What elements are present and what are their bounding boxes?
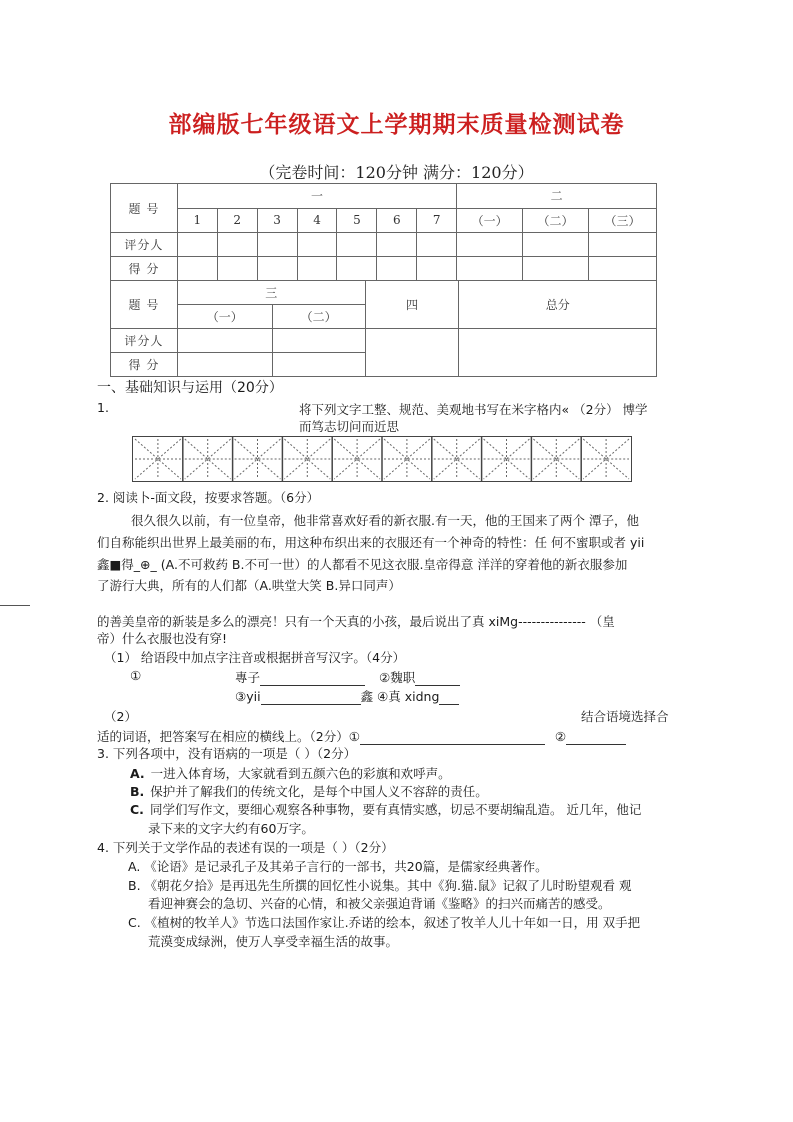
- col-header: （一）: [457, 208, 523, 233]
- score-cell[interactable]: [337, 233, 377, 257]
- score-cell[interactable]: [457, 257, 523, 281]
- option-b-cont: 看迎神赛会的急切、兴奋的心情，和被父亲强迫背诵《鉴略》的扫兴而痛苦的感受。: [148, 896, 611, 911]
- score-cell[interactable]: [177, 353, 272, 377]
- mizi-cell[interactable]: [332, 437, 380, 481]
- fill-item-2: [235, 687, 459, 705]
- score-cell[interactable]: [272, 353, 365, 377]
- score-cell[interactable]: [365, 329, 459, 377]
- score-cell[interactable]: [589, 233, 657, 257]
- fill-item-label: ③yii: [235, 689, 261, 704]
- col-header: （一）: [177, 305, 272, 329]
- score-cell[interactable]: [257, 257, 297, 281]
- option-a: [130, 764, 451, 782]
- mizi-cell[interactable]: [183, 437, 231, 481]
- score-cell[interactable]: [417, 257, 457, 281]
- row-label-defen: 得 分: [111, 353, 178, 377]
- option-b: [130, 782, 488, 800]
- mizi-cell[interactable]: [581, 437, 629, 481]
- score-cell[interactable]: [297, 233, 337, 257]
- option-text: 同学们写作文，要细心观察各种事物，要有真情实感，切忌不要胡编乱造。 近几年，他记: [149, 802, 642, 817]
- answer-blank[interactable]: [415, 670, 460, 686]
- section-heading: 一、基础知识与运用（20分）: [97, 380, 283, 396]
- answer-blank[interactable]: [260, 670, 365, 686]
- sub-question-2-prompt: 适的词语，把答案写在相应的横线上。（2分）①: [97, 729, 360, 744]
- passage-line: 了游行大典，所有的人们都（A.哄堂大笑 B.异口同声）: [97, 578, 401, 593]
- score-cell[interactable]: [417, 233, 457, 257]
- sub-question-2-number: （2）: [104, 709, 137, 724]
- mizi-cell[interactable]: [282, 437, 330, 481]
- col-header: 7: [417, 208, 457, 233]
- col-header: （二）: [523, 208, 589, 233]
- answer-blank[interactable]: [261, 689, 361, 705]
- circle-mark: ①: [130, 668, 142, 683]
- option-label: C.: [130, 802, 144, 817]
- answer-blank[interactable]: [566, 729, 626, 745]
- fill-item-label: 鑫 ④真 xidng: [360, 689, 440, 704]
- q4-heading: 4. 下列关于文学作品的表述有误的一项是（ ）（2分）: [97, 840, 394, 855]
- question-number: 1.: [97, 400, 109, 415]
- col-header: 4: [297, 208, 337, 233]
- option-text: 保护并了解我们的传统文化，是每个中国人义不容辞的责任。: [150, 784, 488, 799]
- group-header-four: 四: [365, 281, 459, 329]
- option-c: [130, 800, 641, 818]
- score-cell[interactable]: [523, 257, 589, 281]
- total-header: 总分: [459, 281, 657, 329]
- score-cell[interactable]: [337, 257, 377, 281]
- option-text: 一进入体育场，大家就看到五颜六色的彩旗和欢呼声。: [150, 766, 451, 781]
- col-header: 6: [377, 208, 417, 233]
- fill-item-label: ②魏职: [379, 670, 416, 685]
- score-cell[interactable]: [272, 329, 365, 353]
- row-label-tihao: 题 号: [111, 281, 178, 329]
- circle-mark: ②: [554, 729, 567, 744]
- mizi-cell[interactable]: [531, 437, 579, 481]
- passage-line: 帝）什么衣服也没有穿!: [97, 631, 228, 646]
- passage-line: 们自称能织出世界上最美丽的布，用这种布织出来的衣服还有一个神奇的特性：任 何不蜜职或者 yii: [97, 535, 645, 550]
- row-label-pingfen: 评分人: [111, 329, 178, 353]
- q1-instruction-cont: 而笃志切问而近思: [299, 419, 400, 434]
- answer-blank[interactable]: [439, 689, 459, 705]
- score-cell[interactable]: [257, 233, 297, 257]
- col-header: 5: [337, 208, 377, 233]
- score-cell[interactable]: [217, 233, 257, 257]
- exam-info: （完卷时间：120分钟 满分：120分）: [259, 163, 534, 182]
- option-label: A.: [130, 766, 145, 781]
- mizi-cell[interactable]: [382, 437, 430, 481]
- group-header-one: 一: [177, 184, 456, 209]
- score-cell[interactable]: [177, 329, 272, 353]
- sub-question-1: （1） 给语段中加点字注音或根据拼音写汉字。（4分）: [104, 650, 406, 665]
- sub-question-2-line: [97, 727, 626, 745]
- score-cell[interactable]: [177, 233, 217, 257]
- option-c-cont: 荒漠变成绿洲，使万人享受幸福生活的故事。: [148, 934, 399, 949]
- option-b: B. 《朝花夕拾》是再迅先生所撰的回忆性小说集。其中《狗.猫.鼠》记叙了儿时盼望观看 观: [128, 878, 632, 893]
- answer-blank[interactable]: [360, 729, 545, 745]
- option-c: C. 《植树的牧羊人》节选口法国作家让.乔诺的绘本，叙述了牧羊人儿十年如一日，用 双手把: [128, 915, 641, 930]
- q1-instruction: 将下列文字工整、规范、美观地书写在米字格内« （2分） 博学: [299, 402, 648, 417]
- sub-question-2-text: 结合语境选择合: [581, 709, 669, 724]
- score-table-top: [110, 183, 657, 281]
- option-a: A. 《论语》是记录孔子及其弟子言行的一部书，共20篇，是儒家经典著作。: [128, 859, 548, 874]
- fill-item-1: [235, 668, 460, 686]
- score-cell[interactable]: [589, 257, 657, 281]
- score-cell[interactable]: [217, 257, 257, 281]
- group-header-two: 二: [457, 184, 657, 209]
- fill-item-label: 專子: [235, 670, 261, 685]
- row-label-pingfen: 评分人: [111, 233, 178, 257]
- passage-line: 的善美皇帝的新装是多么的漂亮！只有一个天真的小孩，最后说出了真 xiMg--------------- （皇: [97, 614, 615, 629]
- score-cell[interactable]: [523, 233, 589, 257]
- mizi-cell[interactable]: [135, 439, 181, 479]
- group-header-three: 三: [177, 281, 365, 305]
- col-header: （二）: [272, 305, 365, 329]
- margin-mark: [0, 605, 30, 606]
- q2-heading: 2. 阅读卜-面文段，按要求答题。（6分）: [97, 490, 320, 505]
- passage-line: 鑫■得_⊕_ (A.不可救药 B.不可一世）的人都看不见这衣服.皇帝得意 洋洋的穿着他的新衣服参加: [97, 557, 628, 572]
- score-table-bottom: [110, 280, 657, 377]
- option-c-cont: 录下来的文字大约有60万字。: [148, 821, 314, 836]
- col-header: 1: [177, 208, 217, 233]
- score-cell[interactable]: [377, 233, 417, 257]
- col-header: 2: [217, 208, 257, 233]
- col-header: 3: [257, 208, 297, 233]
- score-cell[interactable]: [377, 257, 417, 281]
- mizi-cell[interactable]: [233, 437, 281, 481]
- mizi-writing-grid[interactable]: [132, 436, 632, 482]
- q3-heading: 3. 下列各项中，没有语病的一项是（ ）（2分）: [97, 746, 357, 761]
- score-cell[interactable]: [457, 233, 523, 257]
- page-title: 部编版七年级语文上学期期末质量检测试卷: [168, 111, 625, 138]
- col-header: （三）: [589, 208, 657, 233]
- mizi-grid-lines: [133, 437, 631, 481]
- row-label-tihao: 题 号: [111, 184, 178, 233]
- row-label-defen: 得 分: [111, 257, 178, 281]
- score-cell[interactable]: [297, 257, 337, 281]
- total-cell[interactable]: [459, 329, 657, 377]
- mizi-cell[interactable]: [432, 437, 480, 481]
- option-label: B.: [130, 784, 145, 799]
- score-cell[interactable]: [177, 257, 217, 281]
- passage-line: 很久很久以前，有一位皇帝，他非常喜欢好看的新衣服.有一天，他的王国来了两个 潭子，他: [131, 513, 639, 528]
- mizi-cell[interactable]: [482, 437, 530, 481]
